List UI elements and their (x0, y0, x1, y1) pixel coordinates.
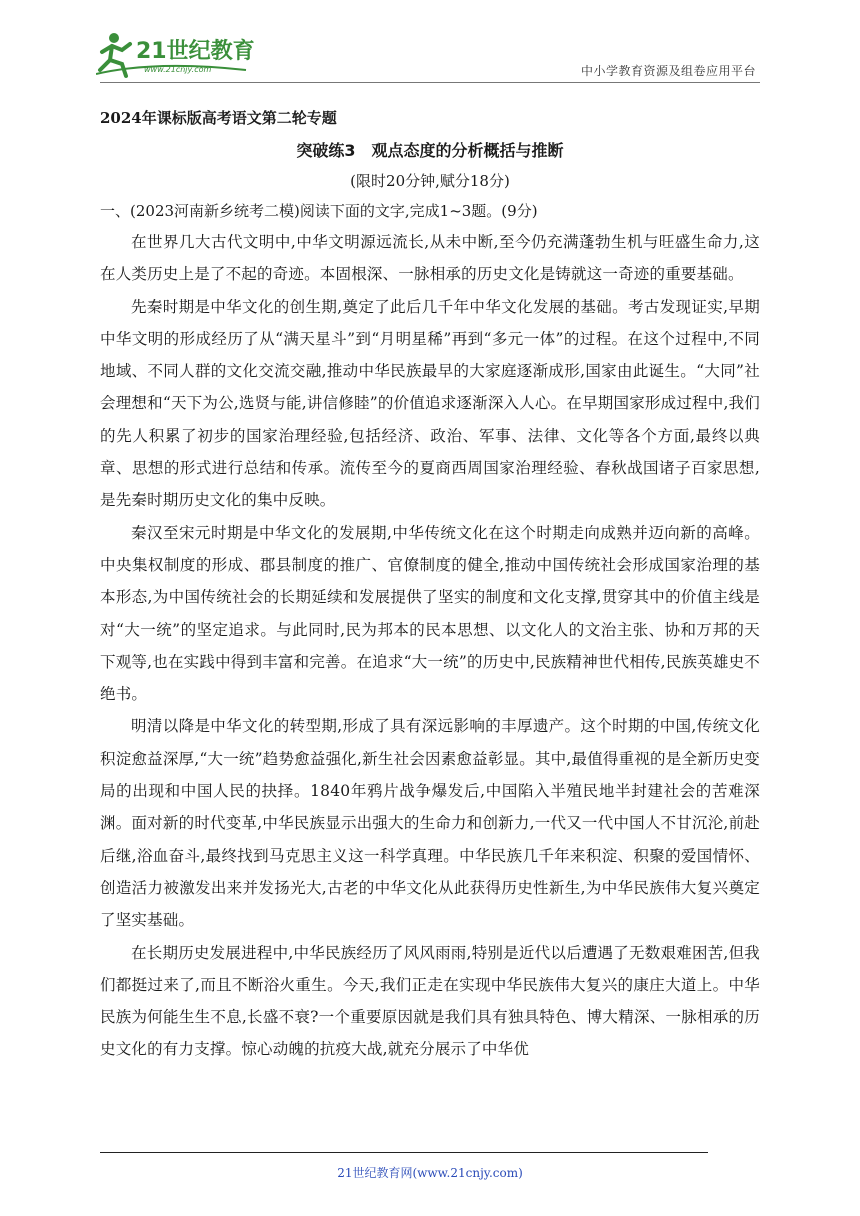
series-title: 2024年课标版高考语文第二轮专题 (100, 109, 337, 127)
document-body (100, 100, 760, 1066)
paragraph: 秦汉至宋元时期是中华文化的发展期,中华传统文化在这个时期走向成熟并迈向新的高峰。中央集权制度的形成、郡县制度的推广、官僚制度的健全,推动中国传统社会形成国家治理的基本形态,为中国传统社会的长期延续和发展提供了坚实的制度和文化支撑,贯穿其中的价值主线是对“大一统”的坚定追求。与此同时,民为邦本的民本思想、以文化人的文治主张、协和万邦的天下观等,也在实践中得到丰富和完善。在追求“大一统”的历史中,民族精神世代相传,民族英雄史不绝书。 (100, 523, 760, 704)
logo-url: www.21cnjy.com (144, 65, 212, 74)
time-limit: (限时20分钟,赋分18分) (350, 172, 510, 190)
site-logo (96, 30, 266, 80)
exercise-title: 突破练3 观点态度的分析概括与推断 (296, 141, 564, 160)
paragraph: 明清以降是中华文化的转型期,形成了具有深远影响的丰厚遗产。这个时期的中国,传统文化积淀愈益深厚,“大一统”趋势愈益强化,新生社会因素愈益彰显。其中,最值得重视的是全新历史变局的出现和中国人民的抉择。1840年鸦片战争爆发后,中国陷入半殖民地半封建社会的苦难深渊。面对新的时代变革,中华民族显示出强大的生命力和创新力,一代又一代中国人不甘沉沦,前赴后继,浴血奋斗,最终找到马克思主义这一科学真理。中华民族几千年来积淀、积聚的爱国情怀、创造活力被激发出来并发扬光大,古老的中华文化从此获得历史性新生,为中华民族伟大复兴奠定了坚实基础。 (100, 717, 760, 930)
logo-text: 21世纪教育 (136, 39, 255, 64)
page-header (0, 0, 860, 84)
paragraph: 先秦时期是中华文化的创生期,奠定了此后几千年中华文化发展的基础。考古发现证实,早期中华文明的形成经历了从“满天星斗”到“月明星稀”再到“多元一体”的过程。在这个过程中,不同地域、不同人群的文化交流交融,推动中华民族最早的大家庭逐渐成形,国家由此诞生。“大同”社会理想和“天下为公,选贤与能,讲信修睦”的价值追求逐渐深入人心。在早期国家形成过程中,我们的先人积累了初步的国家治理经验,包括经济、政治、军事、法律、文化等各个方面,最终以典章、思想的形式进行总结和传承。流传至今的夏商西周国家治理经验、春秋战国诸子百家思想,是先秦时期历史文化的集中反映。 (100, 297, 760, 510)
platform-label: 中小学教育资源及组卷应用平台 (580, 64, 756, 78)
footer-link[interactable]: 21世纪教育网(www.21cnjy.com) (337, 1166, 523, 1180)
paragraph: 在世界几大古代文明中,中华文明源远流长,从未中断,至今仍充满蓬勃生机与旺盛生命力,这在人类历史上是了不起的奇迹。本固根深、一脉相承的历史文化是铸就这一奇迹的重要基础。 (100, 233, 760, 284)
header-divider (100, 82, 760, 83)
question-prompt: 一、(2023河南新乡统考二模)阅读下面的文字,完成1~3题。(9分) (100, 202, 538, 220)
footer-divider (100, 1152, 708, 1153)
paragraph: 在长期历史发展进程中,中华民族经历了风风雨雨,特别是近代以后遭遇了无数艰难困苦,但我们都挺过来了,而且不断浴火重生。今天,我们正走在实现中华民族伟大复兴的康庄大道上。中华民族为何能生生不息,长盛不衰?一个重要原因就是我们具有独具特色、博大精深、一脉相承的历史文化的有力支撑。惊心动魄的抗疫大战,就充分展示了中华优 (100, 943, 760, 1059)
